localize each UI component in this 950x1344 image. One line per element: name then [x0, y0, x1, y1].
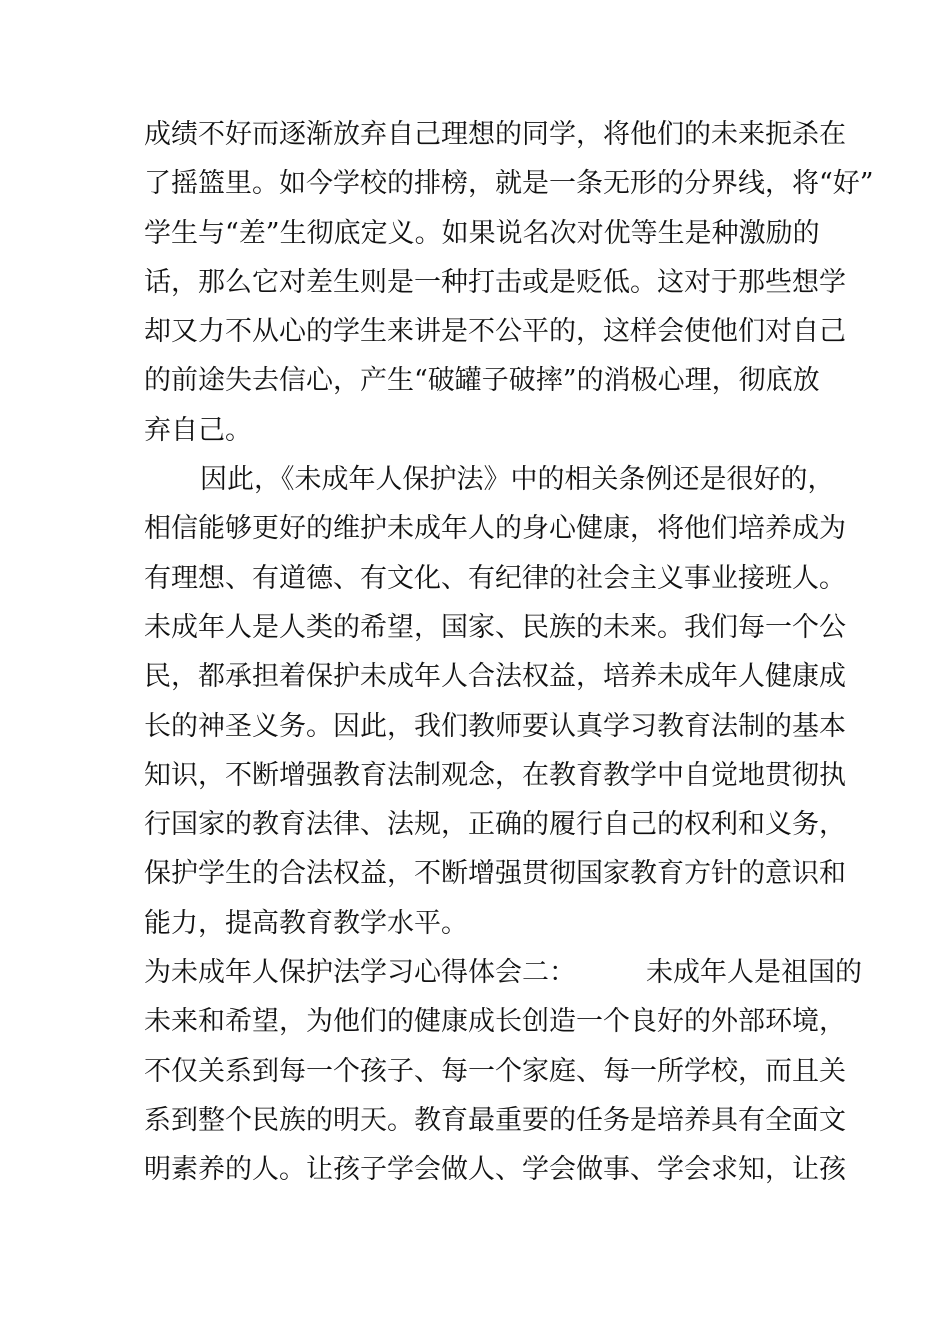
text-line: 不仅关系到每一个孩子、每一个家庭、每一所学校，而且关 — [144, 1055, 846, 1087]
text-line: 相信能够更好的维护未成年人的身心健康，将他们培养成为 — [144, 513, 846, 545]
section-first-sentence: 未成年人是祖国的 — [646, 957, 862, 989]
text-line: 保护学生的合法权益，不断增强贯彻国家教育方针的意识和 — [144, 858, 846, 890]
text-line: 学生与“差”生彻底定义。如果说名次对优等生是种激励的 — [144, 217, 820, 249]
body-text — [144, 110, 874, 1195]
text-line: 民，都承担着保护未成年人合法权益，培养未成年人健康成 — [144, 661, 846, 693]
text-line: 的前途失去信心，产生“破罐子破摔”的消极心理，彻底放 — [144, 365, 820, 397]
text-line: 未来和希望，为他们的健康成长创造一个良好的外部环境， — [144, 1006, 846, 1038]
text-line: 知识，不断增强教育法制观念，在教育教学中自觉地贯彻执 — [144, 759, 846, 791]
text-line: 弃自己。 — [144, 414, 252, 446]
text-line: 系到整个民族的明天。教育最重要的任务是培养具有全面文 — [144, 1104, 846, 1136]
text-line: 行国家的教育法律、法规，正确的履行自己的权利和义务， — [144, 809, 846, 841]
text-line: 了摇篮里。如今学校的排榜，就是一条无形的分界线，将“好” — [144, 168, 874, 200]
text-line: 长的神圣义务。因此，我们教师要认真学习教育法制的基本 — [144, 710, 846, 742]
text-line: 成绩不好而逐渐放弃自己理想的同学，将他们的未来扼杀在 — [144, 119, 846, 150]
text-line: 能力，提高教育教学水平。 — [144, 907, 468, 939]
text-line: 明素养的人。让孩子学会做人、学会做事、学会求知，让孩 — [144, 1154, 846, 1186]
section-heading: 为未成年人保护法学习心得体会二： — [144, 957, 576, 989]
text-line: 有理想、有道德、有文化、有纪律的社会主义事业接班人。 — [144, 562, 846, 594]
section-heading-line — [144, 948, 862, 997]
text-line: 未成年人是人类的希望，国家、民族的未来。我们每一个公 — [144, 611, 846, 643]
paragraph-start-line: 因此，《未成年人保护法》中的相关条例还是很好的， — [200, 464, 835, 496]
text-line: 却又力不从心的学生来讲是不公平的，这样会使他们对自己 — [144, 316, 846, 348]
text-line: 话，那么它对差生则是一种打击或是贬低。这对于那些想学 — [144, 266, 846, 298]
